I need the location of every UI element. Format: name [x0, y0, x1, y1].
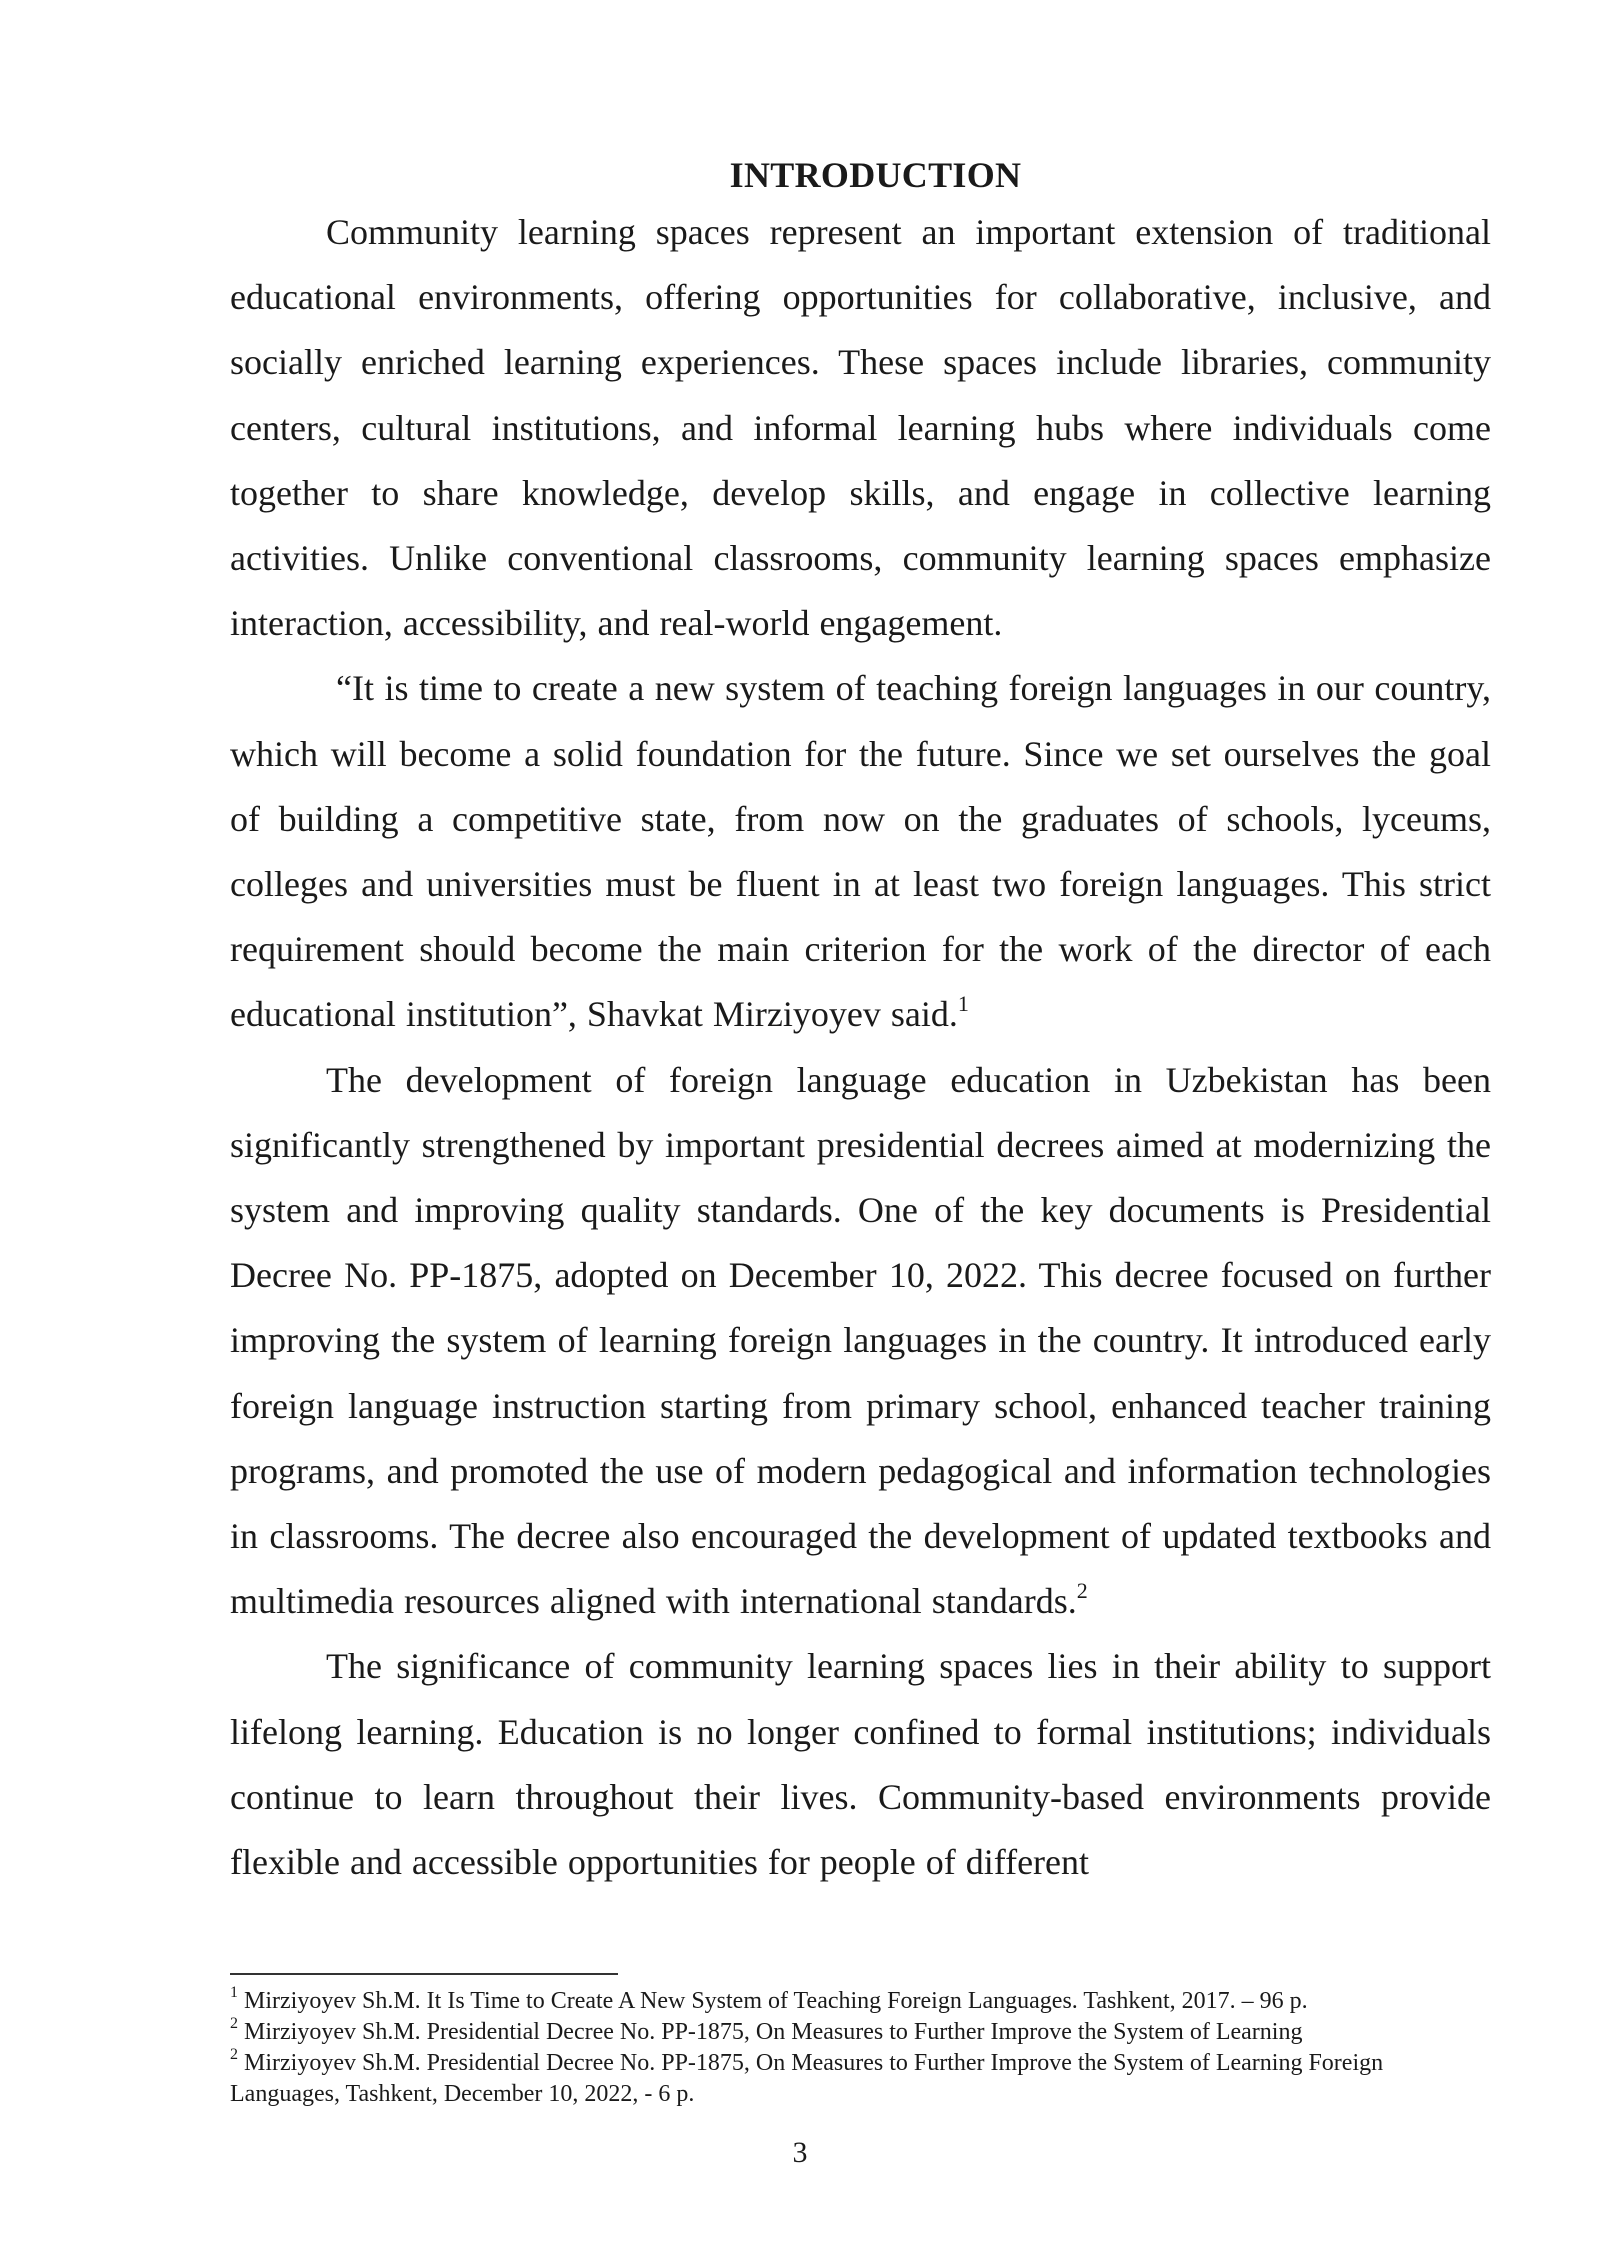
footnote-divider [230, 1973, 618, 1975]
footnote-mark: 2 [230, 2046, 238, 2063]
footnote-item [230, 1986, 1491, 2017]
footnote-text: Mirziyoyev Sh.M. Presidential Decree No. PP-1875, On Measures to Further Improve the System of Learning Foreign Languages, Tashkent, December 10, 2022, - 6 p. [230, 2050, 1384, 2107]
footnotes [230, 1986, 1491, 2110]
footnote-item [230, 2048, 1491, 2110]
paragraph-text: Community learning spaces represent an important extension of traditional educational environments, offering opportunities for collaborative, inclusive, and socially enriched learning experiences. These spaces include libraries, community centers, cultural institutions, and informal learning hubs where individuals come together to share knowledge, develop skills, and engage in collective learning activities. Unlike conventional classrooms, community learning spaces emphasize interaction, accessibility, and real-world engagement. [230, 212, 1491, 644]
paragraph-text: “It is time to create a new system of teaching foreign languages in our country, which will become a solid foundation for the future. Since we set ourselves the goal of building a competitive state, from now on the graduates of schools, lyceums, colleges and universities must be fluent in at least two foreign languages. This strict requirement should become the main criterion for the work of the director of each educational institution”, Shavkat Mirziyoyev said. [230, 668, 1491, 1035]
main-text [230, 150, 1491, 1895]
paragraph-significance [230, 1634, 1491, 1895]
footnote-ref-1[interactable]: 1 [957, 991, 969, 1017]
paragraph-intro [230, 200, 1491, 656]
page-title: INTRODUCTION [729, 155, 1022, 195]
footnote-item [230, 2017, 1491, 2048]
footnote-mark: 1 [230, 1984, 238, 2001]
paragraph-decree [230, 1048, 1491, 1635]
page-number: 3 [792, 2136, 808, 2169]
footnote-text: Mirziyoyev Sh.M. Presidential Decree No. PP-1875, On Measures to Further Improve the System of Learning [244, 2019, 1303, 2045]
footnote-ref-2[interactable]: 2 [1076, 1578, 1088, 1604]
paragraph-text: The development of foreign language education in Uzbekistan has been significantly strengthened by important presidential decrees aimed at modernizing the system and improving quality standards. One of the key documents is Presidential Decree No. PP-1875, adopted on December 10, 2022. This decree focused on further improving the system of learning foreign languages in the country. It introduced early foreign language instruction starting from primary school, enhanced teacher training programs, and promoted the use of modern pedagogical and information technologies in classrooms. The decree also encouraged the development of updated textbooks and multimedia resources aligned with international standards. [230, 1059, 1491, 1622]
paragraph-quote [230, 656, 1491, 1047]
footnote-mark: 2 [230, 2015, 238, 2032]
paragraph-text: The significance of community learning spaces lies in their ability to support lifelong learning. Education is no longer confined to formal institutions; individuals continue to learn throughout their lives. Community-based environments provide flexible and accessible opportunities for people of different [230, 1646, 1491, 1883]
footnote-text: Mirziyoyev Sh.M. It Is Time to Create A New System of Teaching Foreign Languages. Tashkent, 2017. – 96 p. [244, 1988, 1308, 2014]
